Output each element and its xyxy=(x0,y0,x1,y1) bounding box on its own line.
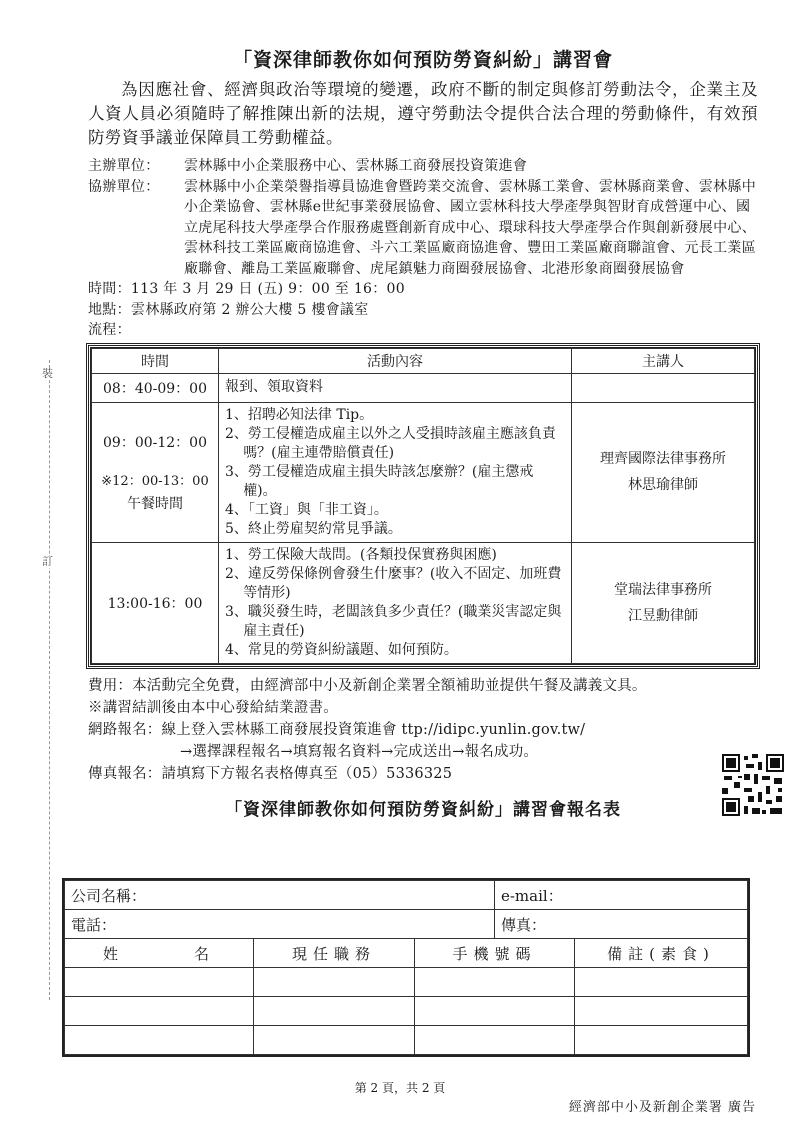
form-title: 「資深律師教你如何預防勞資糾紛」講習會報名表 xyxy=(225,799,621,820)
co-organizer-value: 雲林縣中小企業榮譽指導員協進會暨跨業交流會、雲林縣工業會、雲林縣商業會、雲林縣中小企業協會、雲林縣e世紀事業發展協會、國立雲林科技大學產學與智財育成營運中心、國立虎尾科技大學產學合作服務處暨創新育成中心、環球科技大學產學合作與創新發展中心、雲林科技工業區廠商協進會、斗六工業區廠商協進會、豐田工業區廠商聯誼會、元長工業區廠聯會、離島工業區廠聯會、虎尾鎮魅力商圈發展協會、北港形象商圈發展協會 xyxy=(184,178,756,277)
header-speaker: 主講人 xyxy=(572,348,755,373)
fee-note: 費用：本活動完全免費，由經濟部中小及新創企業署全額補助並提供午餐及講義文具。 xyxy=(88,677,647,694)
schedule-header-row xyxy=(92,348,755,373)
form-header-row xyxy=(65,939,748,968)
col-name-a: 姓 xyxy=(102,944,124,963)
list-item: 1、勞工保險大哉問。(各類投保實務與困應) xyxy=(225,546,497,563)
page-title: 「資深律師教你如何預防勞資糾紛」講習會 xyxy=(232,49,613,71)
reg-content: 報到、領取資料 xyxy=(219,373,572,402)
table-row[interactable] xyxy=(65,997,748,1026)
afternoon-content xyxy=(219,542,572,663)
table-row xyxy=(92,542,755,663)
organizer-label: 主辦單位： xyxy=(88,158,160,174)
morning-content xyxy=(219,402,572,542)
col-mobile: 手機號碼 xyxy=(415,939,575,968)
speaker-name: 江昱勳律師 xyxy=(628,607,698,624)
flyer-page xyxy=(88,46,758,824)
form-row xyxy=(65,881,748,910)
online-registration[interactable]: 網路報名：線上登入雲林縣工商發展投資策進會 ttp://idipc.yunlin.gov.tw/ xyxy=(88,721,586,738)
time-label: 時間： xyxy=(88,281,131,297)
place-value: 雲林縣政府第 2 辦公大樓 5 樓會議室 xyxy=(130,301,369,318)
page-number: 第 2 頁，共 2 頁 xyxy=(354,1081,446,1095)
schedule-table xyxy=(88,345,758,667)
table-row xyxy=(92,373,755,402)
reg-time: 08：40-09：00 xyxy=(92,373,219,402)
fax-registration: 傳真報名：請填寫下方報名表格傳真至（05）5336325 xyxy=(88,765,453,782)
table-row[interactable] xyxy=(65,1026,748,1055)
speaker-name: 林思瑜律師 xyxy=(628,477,698,493)
morning-speaker-cell xyxy=(572,402,755,542)
organizer-row xyxy=(88,156,758,177)
footer-advertiser: 經濟部中小及新創企業署 廣告 xyxy=(568,1100,756,1115)
header-time: 時間 xyxy=(92,348,219,373)
process-label: 流程： xyxy=(88,322,131,338)
col-job: 現任職務 xyxy=(254,939,415,968)
company-field[interactable]: 公司名稱： xyxy=(65,881,495,910)
place-label: 地點： xyxy=(88,301,131,318)
list-item: 1、招聘必知法律 Tip。 xyxy=(225,406,374,423)
time-value: 113 年 3 月 29 日 (五) 9：00 至 16：00 xyxy=(130,281,405,297)
online-steps: →選擇課程報名→填寫報名資料→完成送出→報名成功。 xyxy=(180,743,539,760)
morning-time-cell xyxy=(92,402,219,542)
speaker-org: 理齊國際法律事務所 xyxy=(600,451,726,467)
place-row xyxy=(88,300,758,321)
afternoon-speaker-cell xyxy=(572,542,755,663)
binding-mark: 裝 xyxy=(42,367,53,380)
afternoon-time: 13:00-16：00 xyxy=(92,542,219,663)
lunch-time: ※12：00-13：00 xyxy=(101,473,209,489)
table-row[interactable] xyxy=(65,968,748,997)
process-row xyxy=(88,320,758,341)
qr-code-icon[interactable] xyxy=(720,752,786,818)
notes-block xyxy=(88,675,758,785)
co-organizer-label: 協辦單位： xyxy=(88,178,160,195)
email-field[interactable]: e-mail： xyxy=(494,881,747,910)
col-note: 備註(素食) xyxy=(575,939,748,968)
col-name xyxy=(65,939,254,968)
header-content: 活動內容 xyxy=(219,348,572,373)
intro-paragraph: 為因應社會、經濟與政治等環境的變遷，政府不斷的制定與修訂勞動法令，企業主及人資人員必須隨時了解推陳出新的法規，遵守勞動法令提供合法合理的勞動條件，有效預防勞資爭議並保障員工勞動權益。 xyxy=(88,80,758,147)
lunch-label: 午餐時間 xyxy=(127,495,183,512)
time-row xyxy=(88,279,758,300)
morning-time: 09：00-12：00 xyxy=(103,434,207,451)
phone-field[interactable]: 電話： xyxy=(65,910,495,939)
table-row xyxy=(92,402,755,542)
binding-mark: 訂 xyxy=(42,555,53,568)
binding-dashed-line xyxy=(49,360,50,1000)
list-item: 3、職災發生時，老闆該負多少責任？(職業災害認定與雇主責任) xyxy=(225,603,562,639)
binding-margin xyxy=(44,360,56,1000)
organizer-value: 雲林縣中小企業服務中心、雲林縣工商發展投資策進會 xyxy=(184,158,528,174)
speaker-org: 堂瑞法律事務所 xyxy=(614,581,712,598)
reg-speaker xyxy=(572,373,755,402)
co-organizer-row xyxy=(88,177,758,280)
fax-field[interactable]: 傳真： xyxy=(494,910,747,939)
list-item: 3、勞工侵權造成雇主損失時該怎麼辦？(雇主懲戒權)。 xyxy=(225,463,534,499)
list-item: 2、勞工侵權造成雇主以外之人受損時該雇主應該負責嗎？(雇主連帶賠償責任) xyxy=(225,425,556,461)
certificate-note: ※講習結訓後由本中心發給結業證書。 xyxy=(88,699,338,716)
list-item: 4、常見的勞資糾紛議題、如何預防。 xyxy=(225,641,458,658)
list-item: 2、違反勞保條例會發生什麼事？(收入不固定、加班費等情形) xyxy=(225,565,562,601)
col-name-b: 名 xyxy=(194,944,216,963)
registration-form xyxy=(62,878,750,1057)
list-item: 4、「工資」與「非工資」。 xyxy=(225,501,388,518)
list-item: 5、終止勞雇契約常見爭議。 xyxy=(225,520,402,537)
form-row xyxy=(65,910,748,939)
